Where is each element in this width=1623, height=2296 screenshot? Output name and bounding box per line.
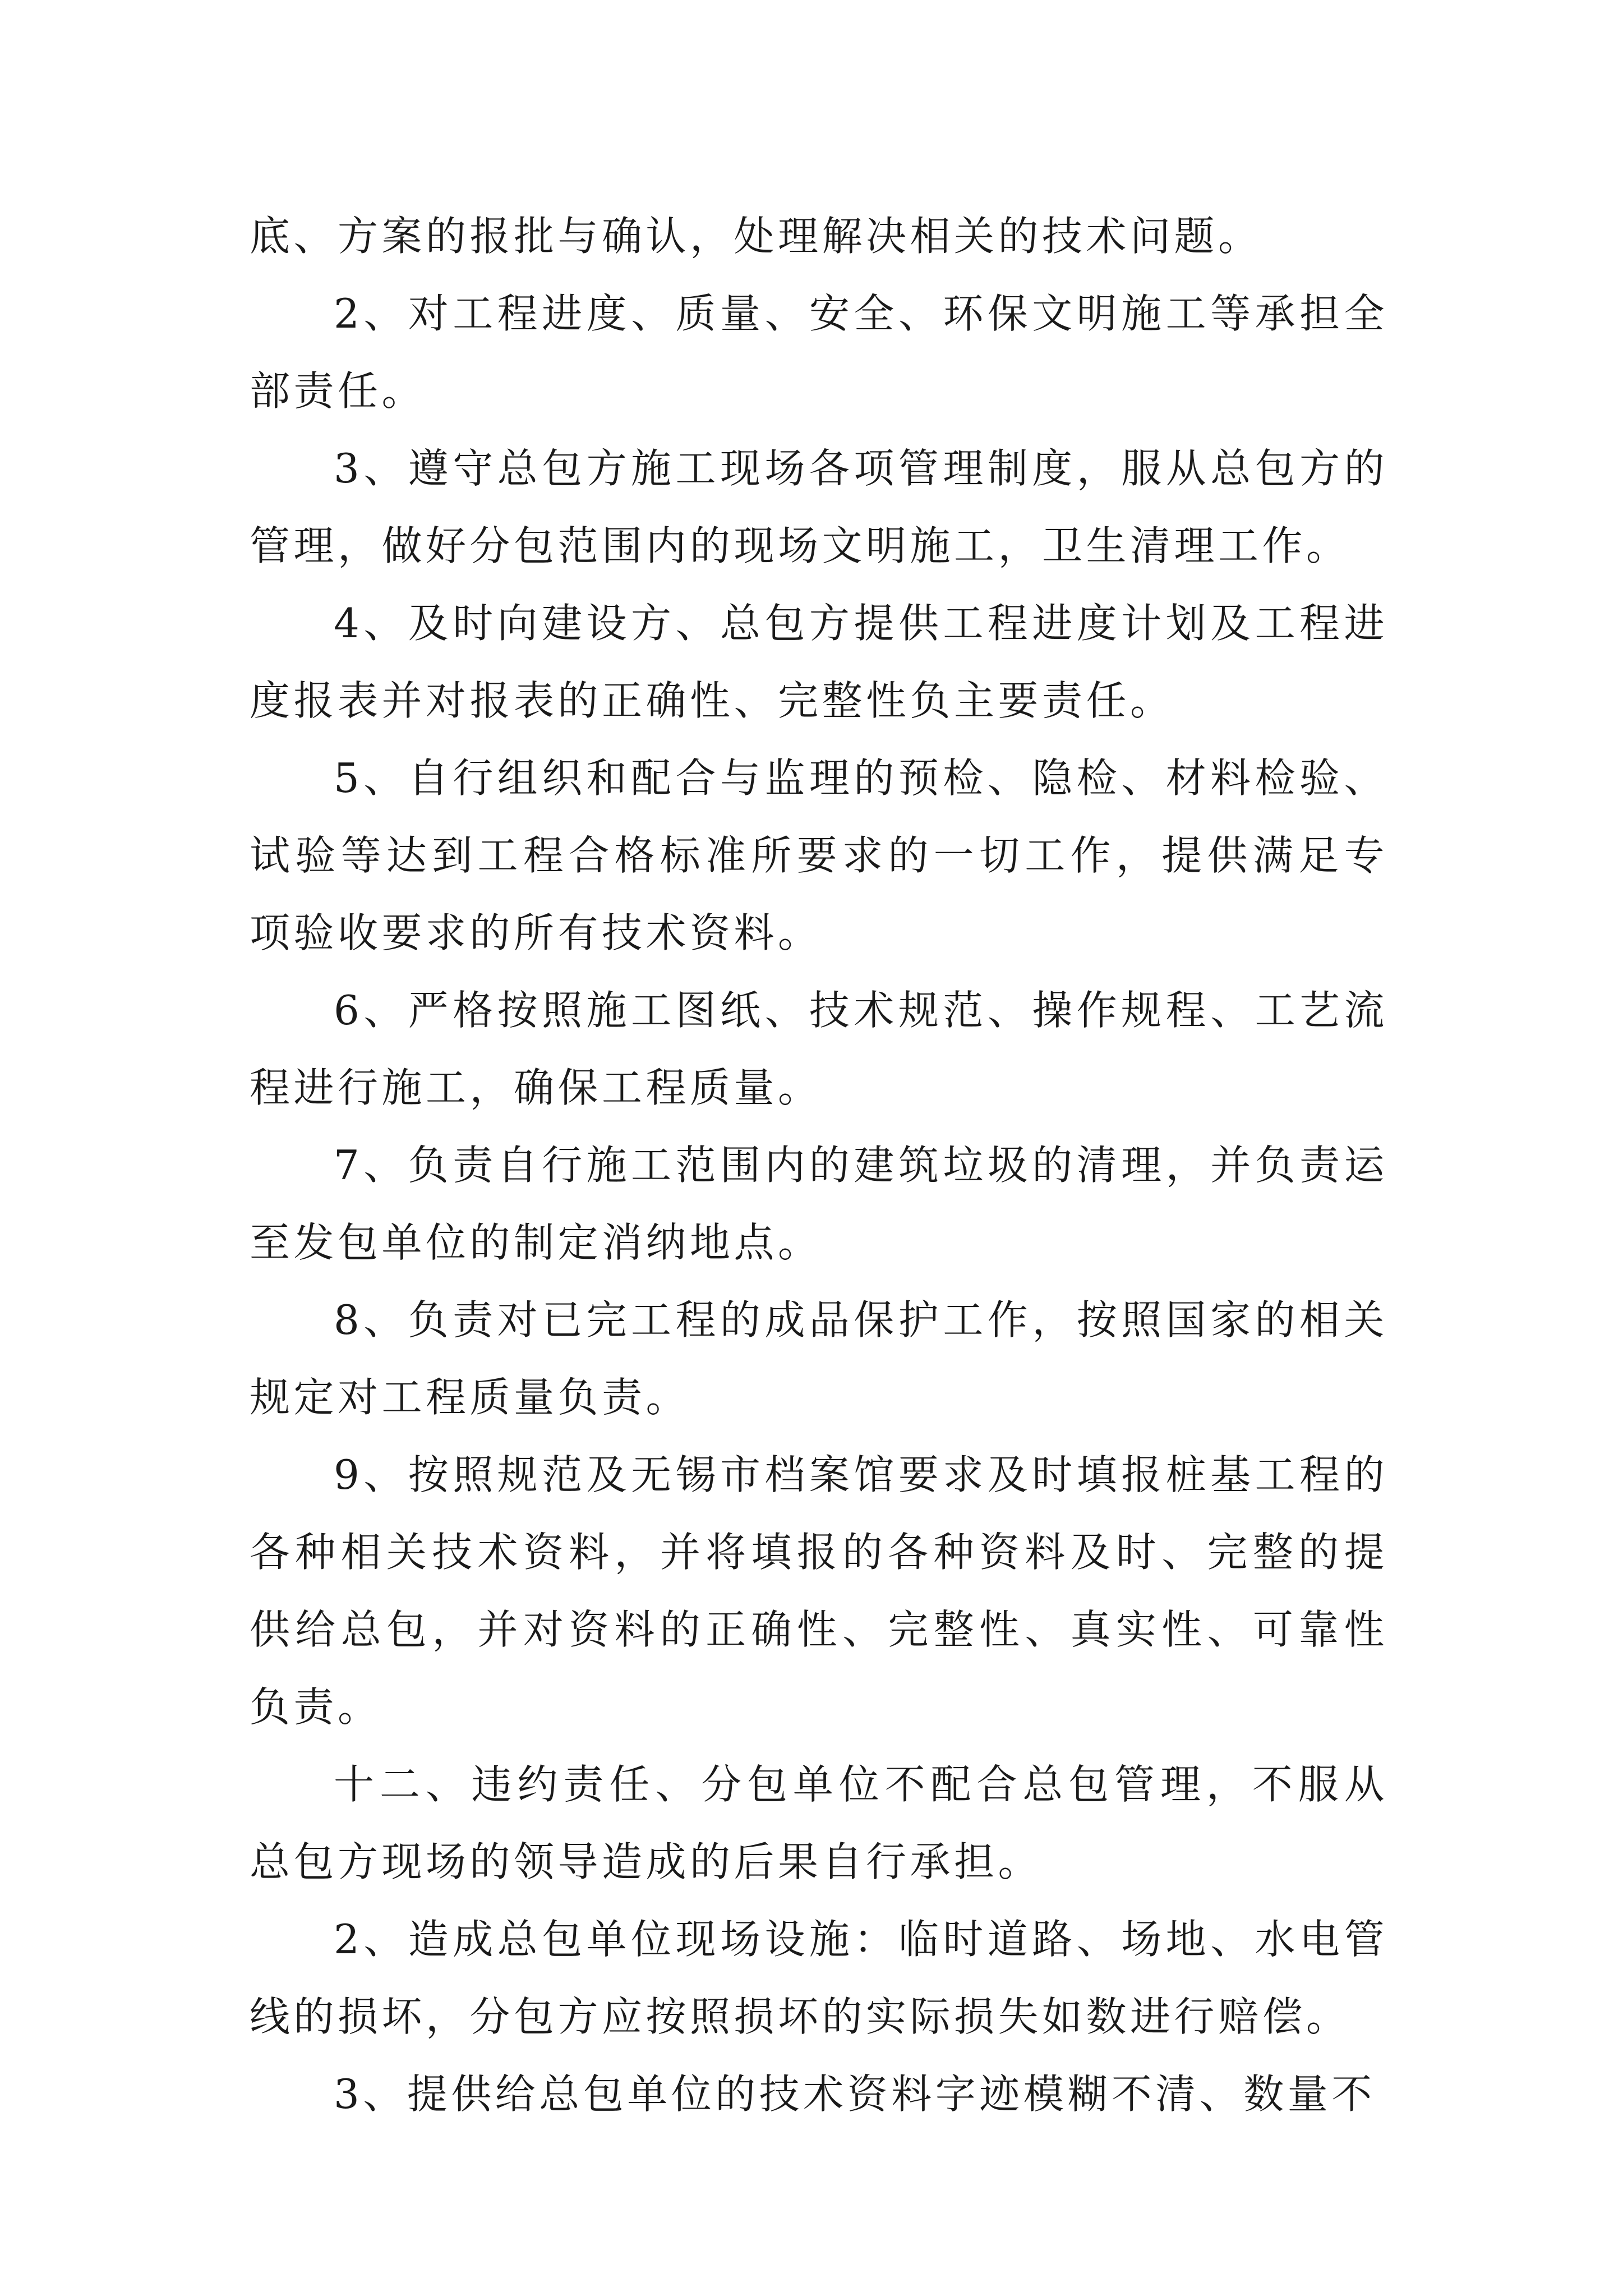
document-body (250, 197, 1388, 2133)
paragraph-item-5: 5、自行组织和配合与监理的预检、隐检、材料检验、试验等达到工程合格标准所要求的一切工作，提供满足专项验收要求的所有技术资料。 (250, 754, 1388, 956)
paragraph-item-6: 6、严格按照施工图纸、技术规范、操作规程、工艺流程进行施工，确保工程质量。 (250, 987, 1388, 1111)
paragraph-item-3: 3、遵守总包方施工现场各项管理制度，服从总包方的管理，做好分包范围内的现场文明施工，卫生清理工作。 (250, 445, 1388, 569)
paragraph-continuation: 底、方案的报批与确认，处理解决相关的技术问题。 (250, 213, 1262, 260)
paragraph-item-9: 9、按照规范及无锡市档案馆要求及时填报桩基工程的各种相关技术资料，并将填报的各种资料及时、完整的提供给总包，并对资料的正确性、完整性、真实性、可靠性负责。 (250, 1451, 1388, 1731)
paragraph-item-4: 4、及时向建设方、总包方提供工程进度计划及工程进度报表并对报表的正确性、完整性负主要责任。 (250, 600, 1388, 724)
paragraph-item-2: 2、对工程进度、质量、安全、环保文明施工等承担全部责任。 (250, 290, 1388, 415)
section-heading-liability: 十二、违约责任、分包单位不配合总包管理，不服从总包方现场的领导造成的后果自行承担。 (250, 1761, 1388, 1885)
paragraph-liability-3: 3、提供给总包单位的技术资料字迹模糊不清、数量不 (334, 2070, 1376, 2118)
paragraph-item-8: 8、负责对已完工程的成品保护工作，按照国家的相关规定对工程质量负责。 (250, 1296, 1388, 1421)
paragraph-item-7: 7、负责自行施工范围内的建筑垃圾的清理，并负责运至发包单位的制定消纳地点。 (250, 1142, 1388, 1266)
paragraph-liability-2: 2、造成总包单位现场设施：临时道路、场地、水电管线的损坏，分包方应按照损坏的实际损失如数进行赔偿。 (250, 1916, 1388, 2040)
